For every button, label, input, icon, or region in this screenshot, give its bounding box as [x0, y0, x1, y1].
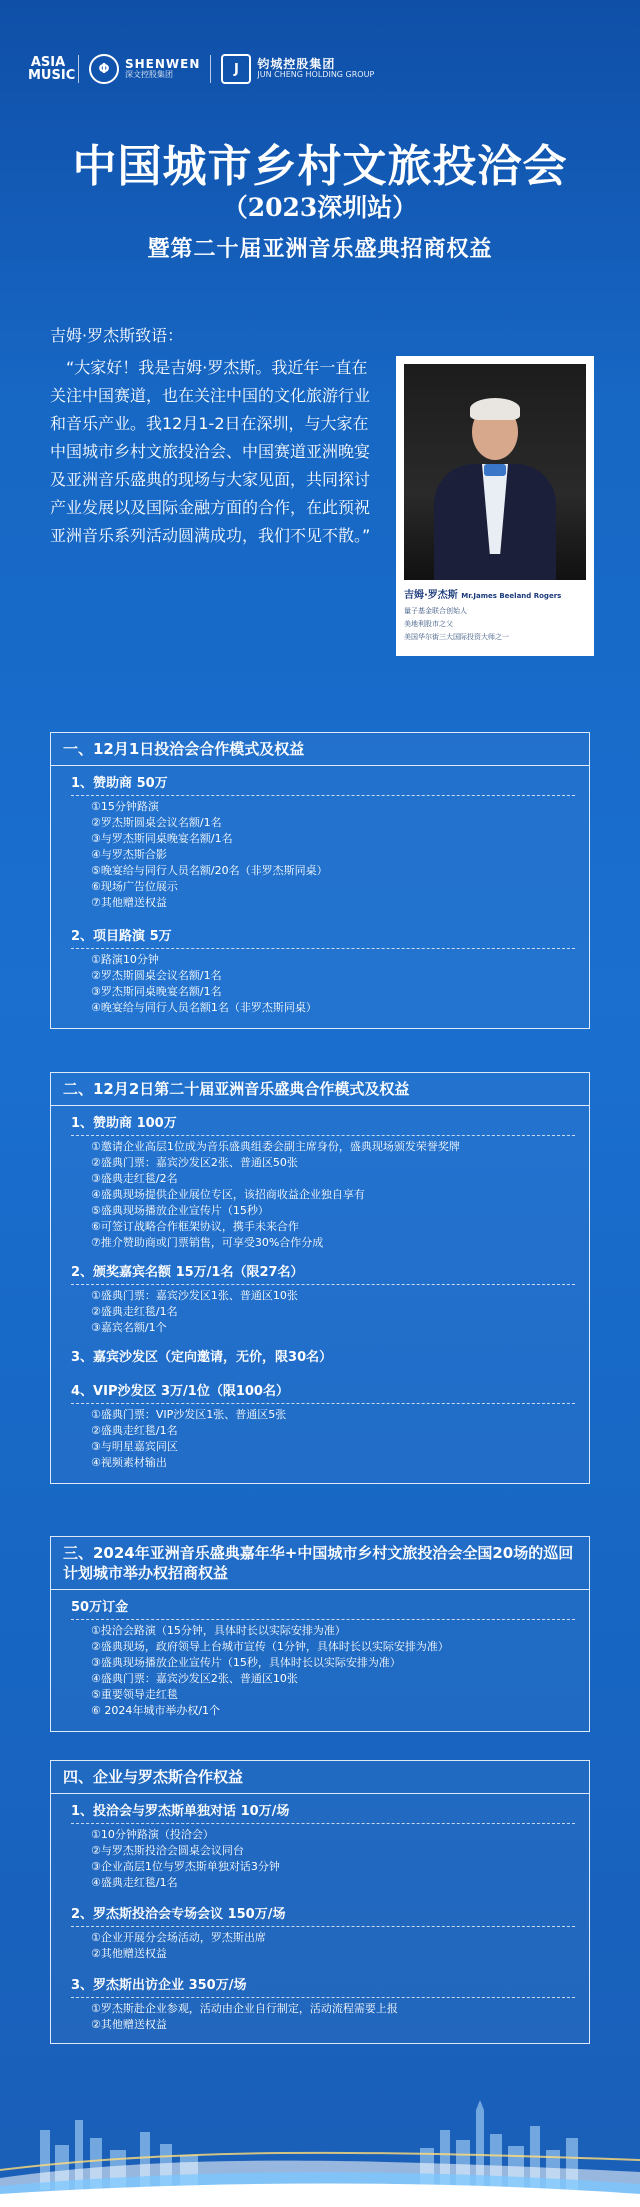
list-item: ④与罗杰斯合影 [91, 848, 167, 861]
list-item: ⑥ 2024年城市举办权/1个 [91, 1704, 221, 1717]
section-4 [50, 1760, 590, 2044]
section-title: 一、12月1日投洽会合作模式及权益 [51, 733, 589, 766]
list-item: ⑦推介赞助商或门票销售，可享受30%合作分成 [91, 1236, 324, 1249]
speaker-desc-line: 量子基金联合创始人 [404, 607, 467, 615]
page-title: 中国城市乡村文旅投洽会 [72, 141, 568, 192]
shenwen-logo [89, 54, 200, 84]
dashed-divider [71, 1135, 575, 1136]
sub-title: 2、罗杰斯投洽会专场会议 150万/场 [71, 1907, 286, 1922]
speaker-portrait [404, 364, 586, 580]
list-item: ④盛典门票：嘉宾沙发区2张、普通区10张 [91, 1672, 298, 1685]
list-item: ②盛典门票：嘉宾沙发区2张、普通区50张 [91, 1156, 298, 1169]
list-item: ⑤晚宴给与同行人员名额/20名（非罗杰斯同桌） [91, 864, 328, 877]
logo-divider [78, 55, 79, 83]
dashed-divider [71, 1403, 575, 1404]
section-sub [71, 1976, 575, 2033]
list-item: ①投洽会路演（15分钟，具体时长以实际安排为准） [91, 1624, 346, 1637]
list-item: ⑦其他赠送权益 [91, 896, 167, 909]
sub-title: 1、赞助商 50万 [71, 776, 168, 791]
sub-title: 2、颁奖嘉宾名额 15万/1名（限27名） [71, 1265, 304, 1280]
sub-title: 50万订金 [71, 1600, 129, 1615]
page-subtitle: （2023深圳站） [222, 193, 418, 222]
list-item: ⑤重要领导走红毯 [91, 1688, 178, 1701]
list-item: ①盛典门票：嘉宾沙发区1张、普通区10张 [91, 1289, 298, 1302]
section-title: 二、12月2日第二十届亚洲音乐盛典合作模式及权益 [51, 1073, 589, 1106]
shenwen-emblem-icon: Φ [89, 54, 119, 84]
juncheng-cn: 钧城控股集团 [257, 57, 336, 71]
list-item: ③盛典现场播放企业宣传片（15秒，具体时长以实际安排为准） [91, 1656, 401, 1669]
section-title: 四、企业与罗杰斯合作权益 [51, 1761, 589, 1794]
section-sub [71, 1114, 575, 1251]
list-item: ③与罗杰斯同桌晚宴名额/1名 [91, 832, 233, 845]
section-1 [50, 732, 590, 1029]
list-item: ②盛典现场，政府领导上台城市宣传（1分钟，具体时长以实际安排为准） [91, 1640, 449, 1653]
juncheng-logo [221, 54, 374, 84]
list-item: ②罗杰斯圆桌会议名额/1名 [91, 969, 222, 982]
list-item: ④盛典走红毯/1名 [91, 1876, 178, 1889]
speaker-desc-line: 美国华尔街三大国际投资大师之一 [404, 633, 509, 641]
skyline-graphic [0, 2060, 640, 2207]
list-item: ②盛典走红毯/1名 [91, 1305, 178, 1318]
list-item: ④视频素材输出 [91, 1456, 167, 1469]
logo-bar [28, 44, 612, 94]
speaker-name-cn: 吉姆·罗杰斯 [404, 590, 458, 601]
section-sub [71, 774, 575, 911]
list-item: ④晚宴给与同行人员名额1名（非罗杰斯同桌） [91, 1001, 317, 1014]
list-item: ③与明星嘉宾同区 [91, 1440, 178, 1453]
asia-music-text: ASIA MUSIC [28, 55, 76, 83]
sub-title: 4、VIP沙发区 3万/1位（限100名） [71, 1384, 289, 1399]
sub-title: 2、项目路演 5万 [71, 929, 172, 944]
speaker-name-en: Mr.James Beeland Rogers [461, 592, 562, 600]
section-sub [71, 1905, 575, 1962]
section-sub [71, 1348, 575, 1368]
list-item: ②罗杰斯圆桌会议名额/1名 [91, 816, 222, 829]
city-skyline-decoration [0, 2060, 640, 2207]
list-item: ⑥可签订战略合作框架协议，携手未来合作 [91, 1220, 299, 1233]
list-item: ①路演10分钟 [91, 953, 159, 966]
section-2 [50, 1072, 590, 1484]
list-item: ②其他赠送权益 [91, 1947, 167, 1960]
speaker-name [404, 586, 586, 601]
dashed-divider [71, 795, 575, 796]
juncheng-en: JUN CHENG HOLDING GROUP [257, 70, 375, 80]
list-item: ②其他赠送权益 [91, 2018, 167, 2031]
asia-music-logo [28, 55, 76, 83]
sub-title: 3、罗杰斯出访企业 350万/场 [71, 1978, 247, 1993]
list-item: ③嘉宾名额/1个 [91, 1321, 167, 1334]
list-item: ③罗杰斯同桌晚宴名额/1名 [91, 985, 222, 998]
speaker-desc-line: 美地利股市之父 [404, 620, 453, 628]
speaker-description [404, 605, 586, 644]
list-item: ⑥现场广告位展示 [91, 880, 178, 893]
dashed-divider [71, 1823, 575, 1824]
section-title: 三、2024年亚洲音乐盛典嘉年华+中国城市乡村文旅投洽会全国20场的巡回计划城市举办权招商权益 [51, 1537, 589, 1590]
shenwen-cn: 深文控股集团 [125, 70, 173, 80]
logo-divider [210, 55, 211, 83]
section-sub [71, 1382, 575, 1471]
list-item: ①10分钟路演（投洽会） [91, 1828, 214, 1841]
list-item: ①企业开展分会场活动，罗杰斯出席 [91, 1931, 266, 1944]
speech-block [50, 322, 378, 550]
list-item: ②盛典走红毯/1名 [91, 1424, 178, 1437]
sub-title: 1、赞助商 100万 [71, 1116, 177, 1131]
dashed-divider [71, 1997, 575, 1998]
speech-speaker: 吉姆·罗杰斯致语： [50, 326, 184, 345]
list-item: ④盛典现场提供企业展位专区，该招商收益企业独自享有 [91, 1188, 365, 1201]
speaker-photo-card [396, 356, 594, 656]
page-tagline: 暨第二十届亚洲音乐盛典招商权益 [147, 237, 493, 262]
dashed-divider [71, 1926, 575, 1927]
list-item: ③企业高层1位与罗杰斯单独对话3分钟 [91, 1860, 280, 1873]
speech-body: “大家好！我是吉姆·罗杰斯。我近年一直在关注中国赛道，也在关注中国的文化旅游行业和音乐产业。我12月1-2日在深圳，与大家在中国城市乡村文旅投洽会、中国赛道亚洲晚宴及亚洲音乐盛典的现场与大家见面，共同探讨产业发展以及国际金融方面的合作，在此预祝亚洲音乐系列活动圆满成功，我们不见不散。” [50, 358, 371, 545]
list-item: ③盛典走红毯/2名 [91, 1172, 178, 1185]
section-sub [71, 927, 575, 1016]
section-sub [71, 1263, 575, 1336]
list-item: ⑤盛典现场播放企业宣传片（15秒） [91, 1204, 269, 1217]
shenwen-name: SHENWEN [125, 57, 201, 71]
list-item: ①15分钟路演 [91, 800, 159, 813]
section-sub [71, 1598, 575, 1719]
list-item: ①盛典门票：VIP沙发区1张、普通区5张 [91, 1408, 287, 1421]
list-item: ①邀请企业高层1位成为音乐盛典组委会副主席身份，盛典现场颁发荣誉奖牌 [91, 1140, 460, 1153]
dashed-divider [71, 948, 575, 949]
juncheng-emblem-icon: J [221, 54, 251, 84]
sub-title: 1、投洽会与罗杰斯单独对话 10万/场 [71, 1804, 290, 1819]
section-sub [71, 1802, 575, 1891]
list-item: ②与罗杰斯投洽会圆桌会议同台 [91, 1844, 244, 1857]
list-item: ①罗杰斯赴企业参观，活动由企业自行制定，活动流程需要上报 [91, 2002, 398, 2015]
dashed-divider [71, 1619, 575, 1620]
section-3 [50, 1536, 590, 1732]
dashed-divider [71, 1284, 575, 1285]
sub-title: 3、嘉宾沙发区（定向邀请，无价，限30名） [71, 1350, 333, 1365]
